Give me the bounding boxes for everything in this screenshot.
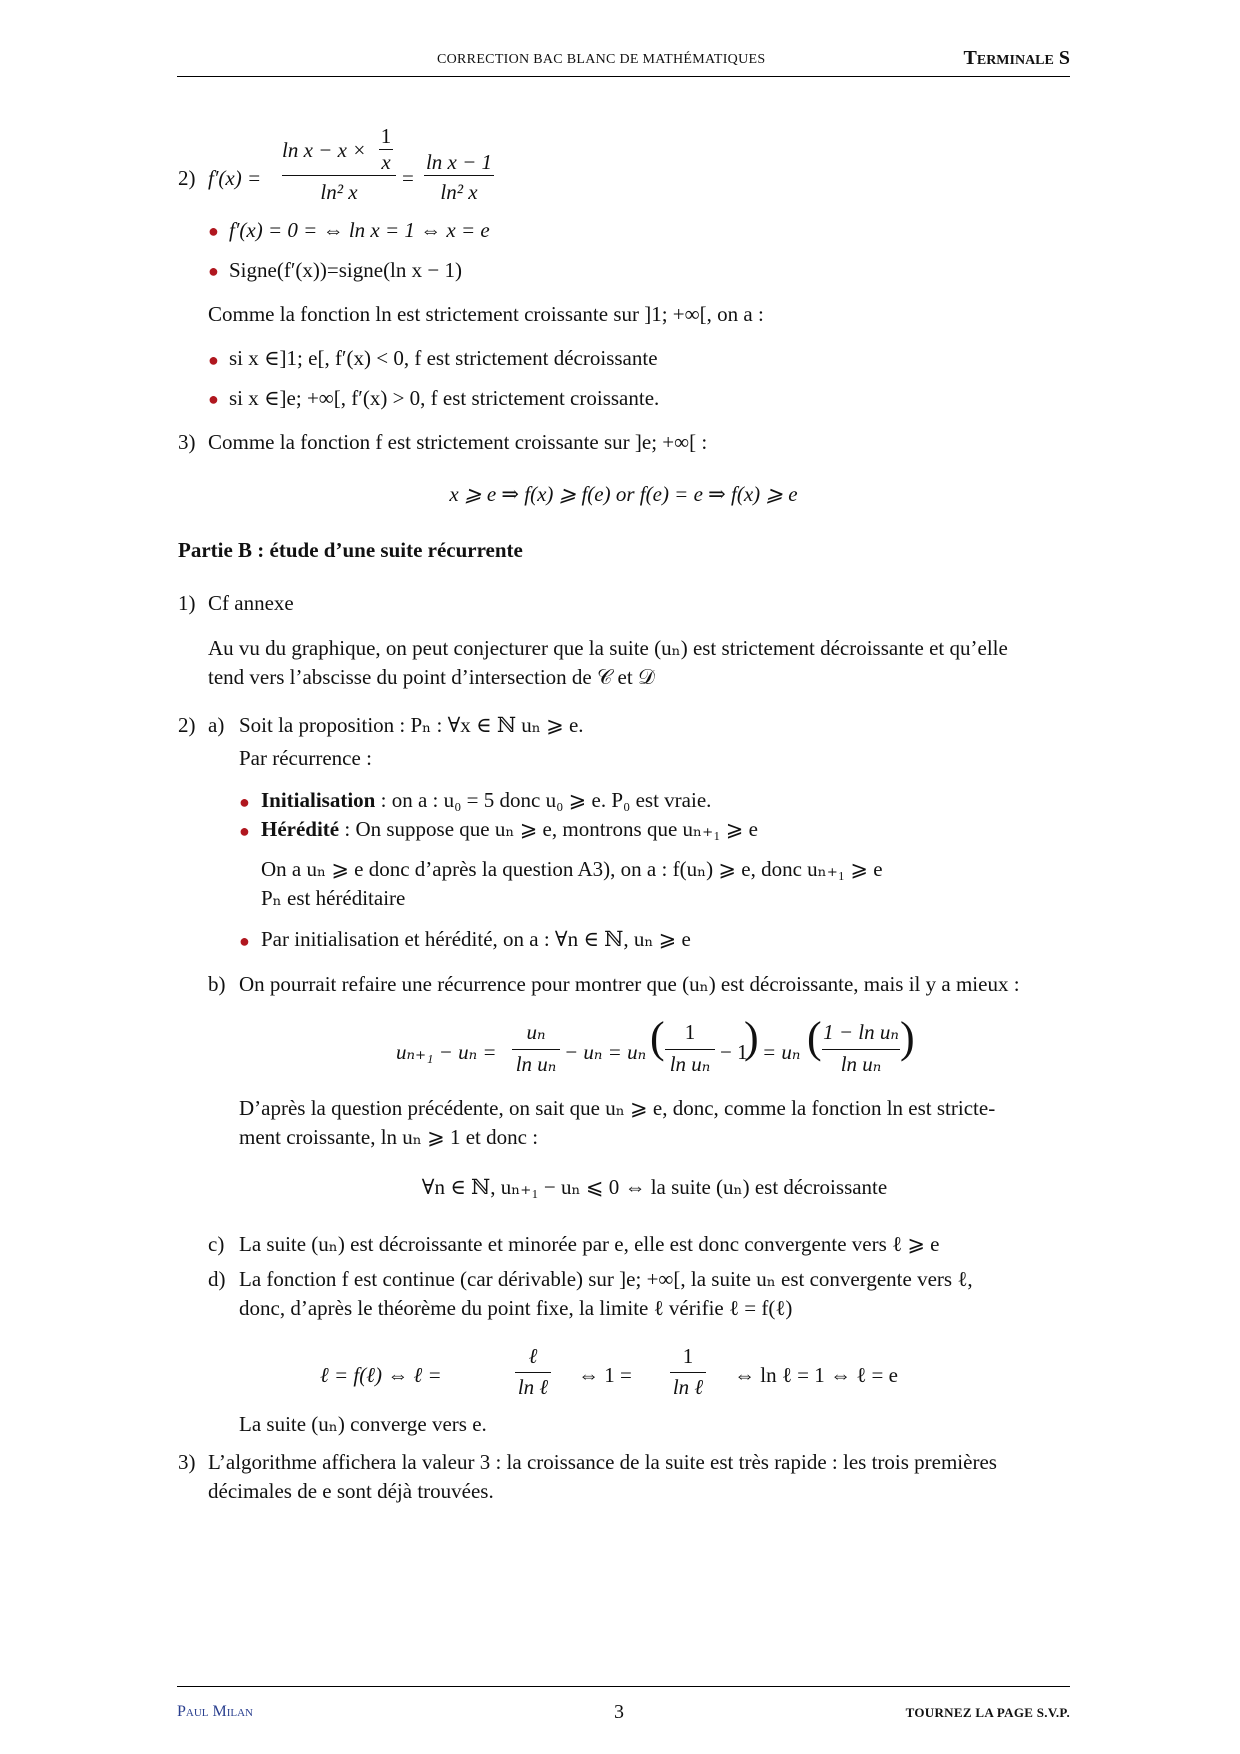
formula-part: ℓ = f(ℓ) ⇔ ℓ = <box>320 1363 442 1387</box>
formula-part: uₙ₊₁ − uₙ = <box>396 1040 497 1064</box>
bullet-rest: : On suppose que uₙ ⩾ e, montrons que uₙ₊₁ ⩾ e <box>339 817 758 841</box>
paragraph: On a uₙ ⩾ e donc d’après la question A3), on a : f(uₙ) ⩾ e, donc uₙ₊₁ ⩾ e <box>261 857 883 881</box>
derivative-lhs: f′(x) = <box>208 166 262 190</box>
frac-numerator: ℓ <box>528 1344 538 1368</box>
frac1-numerator: ln x − x × <box>282 138 367 162</box>
bullet-text: Signe(f′(x))=signe(ln x − 1) <box>229 258 462 282</box>
subquestion-label: c) <box>208 1232 225 1256</box>
frac-bar <box>665 1049 715 1050</box>
frac2-bar <box>424 175 494 176</box>
frac-bar <box>512 1049 560 1050</box>
bullet-rest: : on a : u₀ = 5 donc u₀ ⩾ e. P₀ est vraie. <box>375 788 712 812</box>
paragraph: Comme la fonction f est strictement croissante sur ]e; +∞[ : <box>208 430 708 454</box>
frac1-inner-num: 1 <box>380 124 392 148</box>
subquestion-label: a) <box>208 713 225 737</box>
frac1-inner-den: x <box>381 150 391 174</box>
bullet-icon: ● <box>239 821 250 841</box>
turn-page-note: TOURNEZ LA PAGE S.V.P. <box>905 1705 1070 1720</box>
formula-part: ⇔ 1 = <box>578 1363 632 1387</box>
frac-denominator: ln uₙ <box>840 1052 882 1076</box>
bullet-icon: ● <box>208 261 219 281</box>
frac2-numerator: ln x − 1 <box>425 150 493 174</box>
page-header <box>177 46 1070 77</box>
formula-part: = uₙ <box>762 1040 801 1064</box>
paren-left: ( <box>807 1013 822 1062</box>
frac2-denominator: ln² x <box>440 180 478 204</box>
formula-part: − 1 <box>720 1040 748 1064</box>
paragraph: Comme la fonction ln est strictement croissante sur ]1; +∞[, on a : <box>208 302 764 326</box>
paragraph: L’algorithme affichera la valeur 3 : la croissance de la suite est très rapide : les trois premières <box>208 1450 997 1474</box>
paragraph: La suite (uₙ) est décroissante et minorée par e, elle est donc convergente vers ℓ ⩾ e <box>239 1232 940 1256</box>
page-number: 3 <box>614 1701 624 1723</box>
bullet-text: Par initialisation et hérédité, on a : ∀n ∈ ℕ, uₙ ⩾ e <box>261 927 691 951</box>
section-title: Partie B : étude d’une suite récurrente <box>178 538 523 562</box>
paragraph: D’après la question précédente, on sait que uₙ ⩾ e, donc, comme la fonction ln est stricte- <box>239 1096 996 1120</box>
bullet-text <box>261 788 711 813</box>
paragraph: La fonction f est continue (car dérivable) sur ]e; +∞[, la suite uₙ est convergente vers ℓ, <box>239 1267 973 1291</box>
author-name: Paul Milan <box>177 1703 254 1720</box>
bullet-text: si x ∈]1; e[, f′(x) < 0, f est strictement décroissante <box>229 346 658 370</box>
bullet-icon: ● <box>239 792 250 812</box>
frac-denominator: ln uₙ <box>515 1052 557 1076</box>
bullet-icon: ● <box>239 931 250 951</box>
frac-bar <box>515 1372 551 1373</box>
paragraph: Cf annexe <box>208 591 294 615</box>
question-number: 3) <box>178 430 196 454</box>
paragraph: Pₙ est héréditaire <box>261 886 406 910</box>
frac-bar <box>822 1049 900 1050</box>
paragraph: Par récurrence : <box>239 746 372 770</box>
question-number: 1) <box>178 591 196 615</box>
subquestion-label: d) <box>208 1267 226 1291</box>
paren-right: ) <box>900 1013 915 1062</box>
bullet-text: si x ∈]e; +∞[, f′(x) > 0, f est strictement croissante. <box>229 386 660 410</box>
frac-numerator: 1 <box>682 1344 694 1368</box>
bullet-icon: ● <box>208 350 219 370</box>
bullet-text <box>261 817 758 842</box>
frac-denominator: ln ℓ <box>517 1375 549 1399</box>
paren-left: ( <box>650 1013 665 1062</box>
frac-numerator: 1 <box>684 1020 696 1044</box>
equals-sign: = <box>402 166 414 190</box>
formula-part: − uₙ = uₙ <box>564 1040 647 1064</box>
subquestion-label: b) <box>208 972 226 996</box>
bold-term: Initialisation <box>261 788 376 812</box>
paragraph: La suite (uₙ) converge vers e. <box>239 1412 487 1436</box>
paragraph: donc, d’après le théorème du point fixe, la limite ℓ vérifie ℓ = f(ℓ) <box>239 1296 793 1320</box>
frac-bar <box>670 1372 706 1373</box>
frac-numerator: uₙ <box>526 1020 546 1044</box>
formula-part: ⇔ ln ℓ = 1 ⇔ ℓ = e <box>734 1363 898 1387</box>
display-formula: x ⩾ e ⇒ f(x) ⩾ f(e) or f(e) = e ⇒ f(x) ⩾ e <box>449 482 798 506</box>
frac-denominator: ln uₙ <box>669 1052 711 1076</box>
bullet-icon: ● <box>208 389 219 409</box>
frac1-denominator: ln² x <box>320 180 358 204</box>
frac-denominator: ln ℓ <box>672 1375 704 1399</box>
display-formula: ∀n ∈ ℕ, uₙ₊₁ − uₙ ⩽ 0 ⇔ la suite (uₙ) est décroissante <box>421 1175 888 1199</box>
course-title: CORRECTION BAC BLANC DE MATHÉMATIQUES <box>437 52 766 67</box>
paragraph: Soit la proposition : Pₙ : ∀x ∈ ℕ uₙ ⩾ e. <box>239 713 584 737</box>
question-number: 2) <box>178 166 196 190</box>
paragraph: tend vers l’abscisse du point d’intersection de 𝒞 et 𝒟 <box>208 665 655 689</box>
question-number: 3) <box>178 1450 196 1474</box>
paragraph: Au vu du graphique, on peut conjecturer que la suite (uₙ) est strictement décroissante et qu’elle <box>208 636 1008 660</box>
frac-numerator: 1 − ln uₙ <box>823 1020 899 1044</box>
paragraph: On pourrait refaire une récurrence pour montrer que (uₙ) est décroissante, mais il y a mieux : <box>239 972 1020 996</box>
paragraph: décimales de e sont déjà trouvées. <box>208 1479 494 1503</box>
class-label: Terminale S <box>963 47 1070 69</box>
bold-term: Hérédité <box>261 817 340 841</box>
paren-right: ) <box>744 1013 759 1062</box>
bullet-text: f′(x) = 0 = ⇔ ln x = 1 ⇔ x = e <box>229 218 490 242</box>
question-number: 2) <box>178 713 196 737</box>
page-footer <box>177 1686 1070 1727</box>
frac1-bar <box>282 175 396 176</box>
paragraph: ment croissante, ln uₙ ⩾ 1 et donc : <box>239 1125 539 1149</box>
bullet-icon: ● <box>208 221 219 241</box>
